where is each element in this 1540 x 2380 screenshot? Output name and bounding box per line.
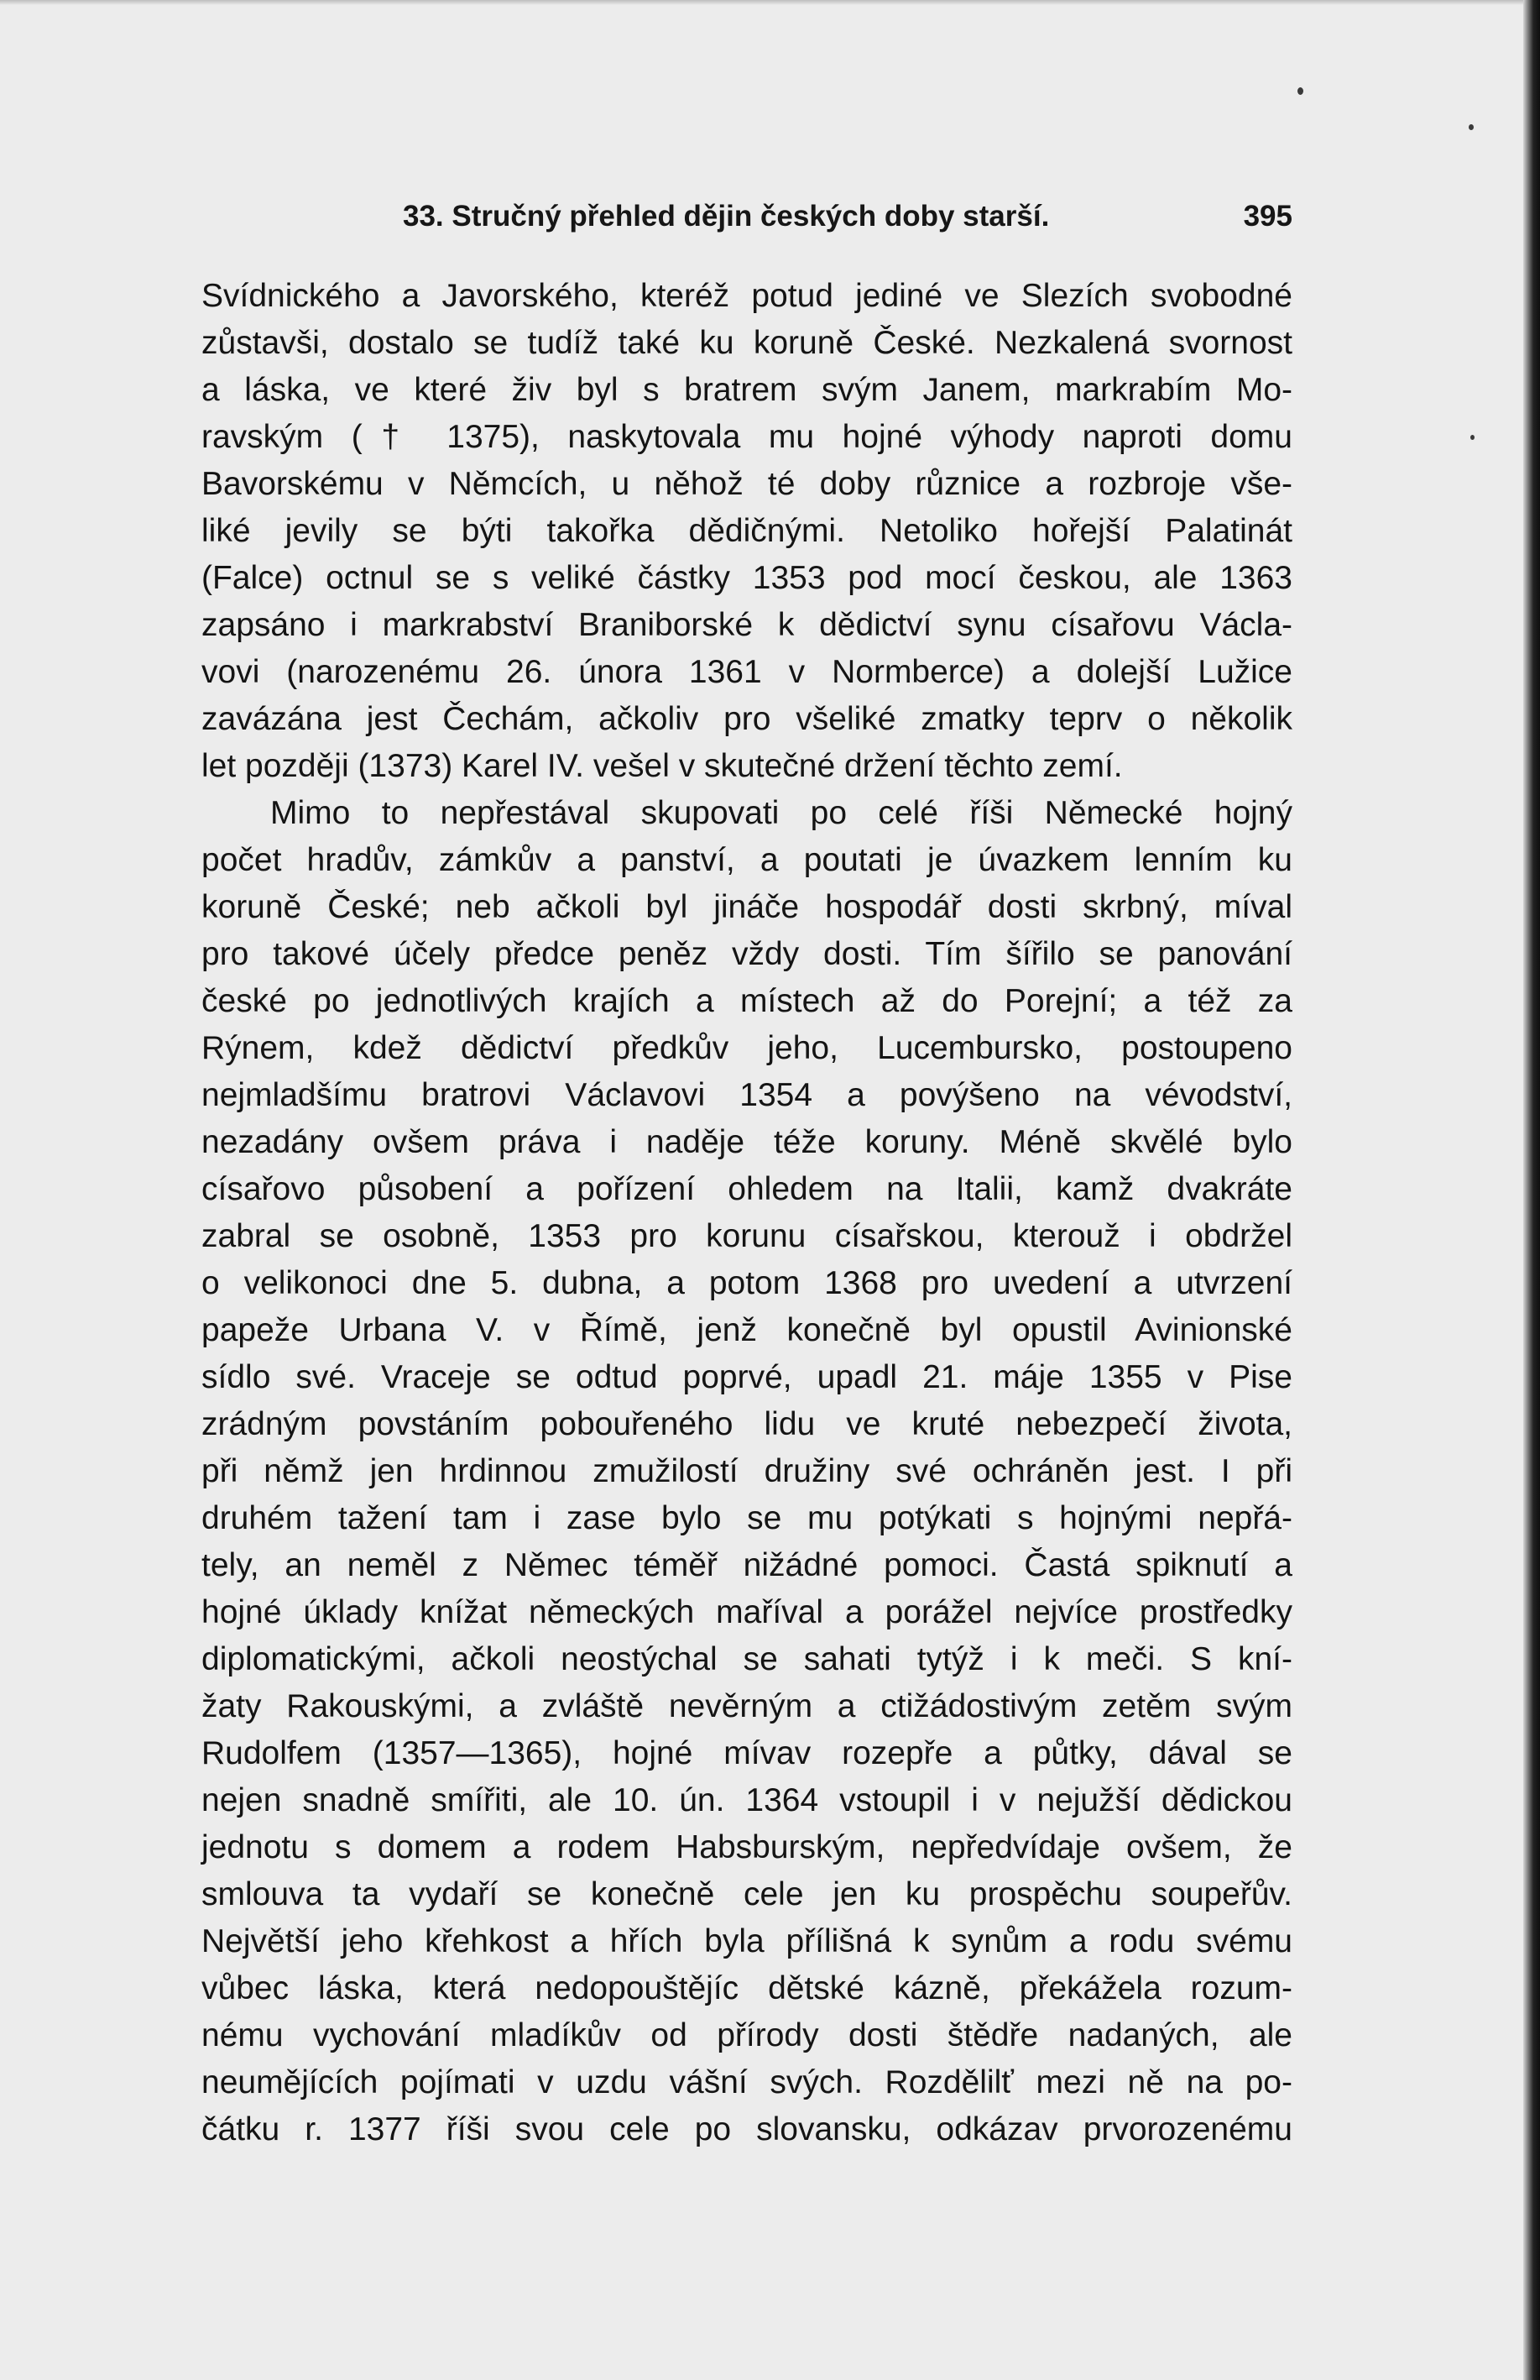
text-line: (Falce) octnul se s veliké částky 1353 pod mocí českou, ale 1363: [201, 560, 1292, 596]
text-line: nejmladšímu bratrovi Václavovi 1354 a povýšeno na vévodství,: [201, 1077, 1292, 1113]
text-line: nému vychování mladíkův od přírody dosti štědře nadaných, ale: [201, 2017, 1292, 2053]
text-line: pro takové účely předce peněz vždy dosti. Tím šířilo se panování: [201, 936, 1292, 972]
text-line: císařovo působení a pořízení ohledem na Italii, kamž dvakráte: [201, 1171, 1292, 1207]
text-line: při němž jen hrdinnou zmužilostí družiny své ochráněn jest. I při: [201, 1453, 1292, 1489]
text-line: zůstavši, dostalo se tudíž také ku koruně České. Nezkalená svornost: [201, 325, 1292, 361]
text-line: Svídnického a Javorského, kteréž potud jediné ve Slezích svobodné: [201, 278, 1292, 314]
text-line: nejen snadně smířiti, ale 10. ún. 1364 vstoupil i v nejužší dědickou: [201, 1782, 1292, 1818]
text-line: ravským († 1375), naskytovala mu hojné výhody naproti domu: [201, 419, 1292, 455]
scan-speck: [1470, 435, 1475, 440]
text-line: nezadány ovšem práva i naděje téže koruny. Méně skvělé bylo: [201, 1124, 1292, 1160]
text-line: druhém tažení tam i zase bylo se mu potýkati s hojnými nepřá-: [201, 1500, 1292, 1536]
text-line: Mimo to nepřestával skupovati po celé říši Německé hojný: [270, 795, 1292, 831]
page-top-edge: [0, 0, 1540, 5]
text-line: počet hradův, zámkův a panství, a poutati je úvazkem lenním ku: [201, 842, 1292, 878]
text-line: vovi (narozenému 26. února 1361 v Normberce) a dolejší Lužice: [201, 654, 1292, 690]
text-line: jednotu s domem a rodem Habsburským, nepředvídaje ovšem, že: [201, 1829, 1292, 1865]
text-line: papeže Urbana V. v Římě, jenž konečně byl opustil Avinionské: [201, 1312, 1292, 1348]
text-line: žaty Rakouskými, a zvláště nevěrným a ctižádostivým zetěm svým: [201, 1688, 1292, 1724]
text-line: zrádným povstáním pobouřeného lidu ve kruté nebezpečí života,: [201, 1406, 1292, 1442]
scan-speck: [1297, 87, 1303, 95]
text-line: české po jednotlivých krajích a místech až do Porejní; a též za: [201, 983, 1292, 1019]
text-line: smlouva ta vydaří se konečně cele jen ku prospěchu soupeřův.: [201, 1876, 1292, 1912]
text-line: diplomatickými, ačkoli neostýchal se sahati tytýž i k meči. S kní-: [201, 1641, 1292, 1677]
text-line: sídlo své. Vraceje se odtud poprvé, upadl 21. máje 1355 v Pise: [201, 1359, 1292, 1395]
chapter-title: 33. Stručný přehled dějin českých doby starší.: [403, 200, 1050, 233]
text-line: o velikonoci dne 5. dubna, a potom 1368 pro uvedení a utvrzení: [201, 1265, 1292, 1301]
text-line: vůbec láska, která nedopouštějíc dětské kázně, překážela rozum-: [201, 1970, 1292, 2006]
text-line: zabral se osobně, 1353 pro korunu císařskou, kterouž i obdržel: [201, 1218, 1292, 1254]
text-line: čátku r. 1377 říši svou cele po slovansku, odkázav prvorozenému: [201, 2111, 1292, 2147]
text-line: Největší jeho křehkost a hřích byla přílišná k synům a rodu svému: [201, 1923, 1292, 1959]
page-right-edge: [1523, 0, 1540, 2380]
running-head: [201, 200, 1292, 242]
text-line: koruně České; neb ačkoli byl jináče hospodář dosti skrbný, míval: [201, 889, 1292, 925]
text-line: Bavorskému v Němcích, u něhož té doby různice a rozbroje vše-: [201, 466, 1292, 502]
text-line: zapsáno i markrabství Braniborské k dědictví synu císařovu Václa-: [201, 607, 1292, 643]
text-line: hojné úklady knížat německých maříval a porážel nejvíce prostředky: [201, 1594, 1292, 1630]
text-line: neumějících pojímati v uzdu vášní svých. Rozdělilť mezi ně na po-: [201, 2064, 1292, 2100]
text-line: Rýnem, kdež dědictví předkův jeho, Lucembursko, postoupeno: [201, 1030, 1292, 1066]
text-line: tely, an neměl z Němec téměř nižádné pomoci. Častá spiknutí a: [201, 1547, 1292, 1583]
body-text: [201, 273, 1292, 2153]
page-number: 395: [1243, 200, 1292, 233]
scan-speck: [1469, 124, 1474, 130]
text-line: a láska, ve které živ byl s bratrem svým Janem, markrabím Mo-: [201, 372, 1292, 408]
text-line: liké jevily se býti takořka dědičnými. Netoliko hořejší Palatinát: [201, 513, 1292, 549]
text-line: Rudolfem (1357—1365), hojné mívav rozepře a půtky, dával se: [201, 1735, 1292, 1771]
text-line: let později (1373) Karel IV. vešel v skutečné držení těchto zemí.: [201, 748, 1123, 784]
text-line: zavázána jest Čechám, ačkoliv pro všeliké zmatky teprv o několik: [201, 701, 1292, 737]
